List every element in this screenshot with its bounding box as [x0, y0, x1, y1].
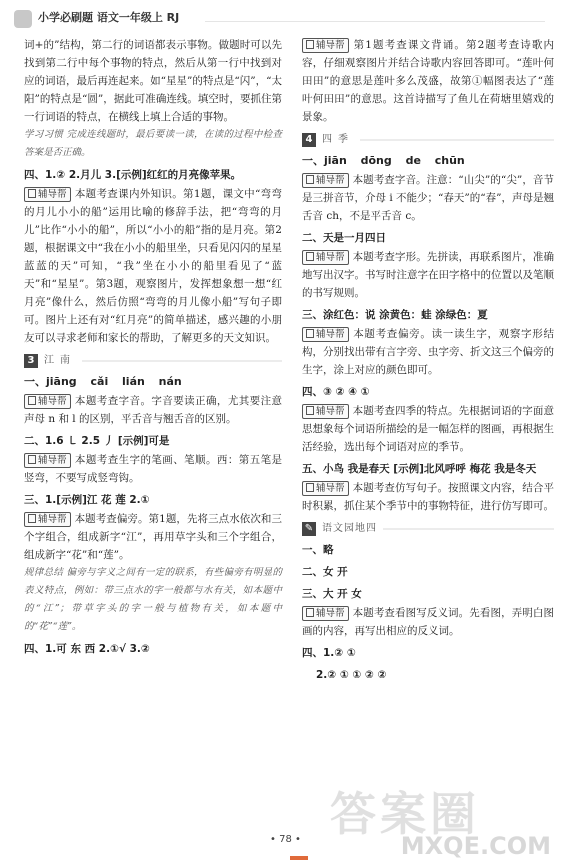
- q3-explanation: 本题考查偏旁。读一读生字，观察字形结构，分别找出带有言字旁、虫字旁、折文这三个偏旁的生字，涂上对应的颜色即可。: [302, 328, 554, 376]
- section-4-header: [302, 132, 554, 148]
- header-rule: [205, 21, 545, 22]
- book-icon: [28, 514, 36, 523]
- q1-explanation: 本题考查字音。字音要读正确，尤其要注意声母 n 和 l 的区别，平舌音与翘舌音的区别。: [24, 395, 282, 425]
- book-icon: [306, 608, 314, 617]
- yd-q4b-answer: 2.② ① ① ② ②: [316, 669, 387, 681]
- question-5-answer: 五、小鸟 我是春天 [示例]北风呼呼 梅花 我是冬天: [302, 463, 537, 475]
- poem-explanation: 第1题考查课文背诵。第2题考查诗歌内容，仔细观察图片并结合诗歌内容回答即可。“莲叶何田田”的意思是莲叶多么茂盛，故第①幅图表达了“莲叶何田田”的意思。这首诗描写了鱼儿在荷塘里嬉戏的景象。: [302, 39, 554, 123]
- tutor-tag: 辅导帮: [302, 250, 349, 265]
- section-number: 3: [24, 354, 38, 368]
- section-name: 语文园地四: [322, 523, 377, 534]
- q4-explanation: 本题考查四季的特点。先根据词语的字面意思想象每个词语所描绘的是一幅怎样的图画，再根据生活经验，选出每个词语对应的季节。: [302, 405, 554, 453]
- watermark-logo: 答案圈: [330, 787, 480, 841]
- tutor-tag: 辅导帮: [302, 404, 349, 419]
- right-column: [302, 36, 554, 685]
- book-icon: [28, 396, 36, 405]
- book-title: 小学必刷题 语文一年级上 RJ: [38, 11, 180, 24]
- tutor-tag: 辅导帮: [24, 512, 71, 527]
- question-4-answer: 四、1.② 2.月儿 3.[示例]红红的月亮像苹果。: [24, 169, 242, 181]
- pencil-icon: ✎: [302, 522, 316, 536]
- question-2-answer: 二、1.6 ㇄ 2.5 丿 [示例]可是: [24, 435, 170, 447]
- q2-explanation: 本题考查字形。先拼读，再联系图片，准确地写出汉字。书写时注意字在田字格中的位置以及笔顺的书写规则。: [302, 251, 554, 299]
- q1-pinyin: 一、jiāng cǎi lián nán: [24, 375, 182, 388]
- book-icon: [28, 455, 36, 464]
- book-icon: [306, 40, 314, 49]
- section-yuwenyuandi-header: [302, 521, 554, 537]
- question-4-answer: 四、③ ② ④ ①: [302, 386, 370, 398]
- intro-paragraph: 词+的”结构，第二行的词语都表示事物。做题时可以先找到第二行中每个事物的特点，然后从第一行中找到对应的词语，最后再连起来。如“星星”的特点是“闪”，“太阳”的特点是“圆”，据此可准确连线。填空时，要抓住第一行词语的特点，在横线上填上合适的事物。: [24, 39, 282, 123]
- book-icon: [306, 252, 314, 261]
- yd-q2-answer: 二、女 开: [302, 566, 348, 578]
- yd-q1-answer: 一、略: [302, 544, 334, 556]
- tutor-tag: 辅导帮: [302, 38, 349, 53]
- q5-explanation: 本题考查仿写句子。按照课文内容，结合平时积累，抓住某个季节中的事物特征，进行仿写即可。: [302, 482, 554, 512]
- section-name: 江南: [44, 355, 76, 366]
- left-column: [24, 36, 282, 659]
- tutor-tag: 辅导帮: [24, 187, 71, 202]
- book-icon: [28, 189, 36, 198]
- rule-summary-tip: 规律总结 偏旁与字义之间有一定的联系，有些偏旁有明显的表义特点，例如：带三点水的字一般都与水有关，如本题中的“江”；带草字头的字一般与植物有关，如本题中的“花”“莲”。: [24, 567, 282, 632]
- tutor-tag: 辅导帮: [24, 394, 71, 409]
- question-4b-answer: 四、1.可 东 西 2.①√ 3.②: [24, 643, 150, 655]
- yd-q4-answer: 四、1.② ①: [302, 647, 356, 659]
- section-rule: [360, 139, 554, 141]
- q1-explanation: 本题考查字音。注意：“山尖”的“尖”，音节是三拼音节，介母 i 不能少；“春天”的“春”，声母是翘舌音 ch，不是平舌音 c。: [302, 174, 555, 222]
- book-icon: [306, 175, 314, 184]
- page-number: • 78 •: [270, 834, 301, 845]
- question-3-answer: 三、涂红色：说 涂黄色：蛙 涂绿色：夏: [302, 309, 488, 321]
- book-icon: [306, 483, 314, 492]
- book-icon: [306, 329, 314, 338]
- q1-pinyin: 一、jiān dōng de chūn: [302, 154, 465, 167]
- watermark: [330, 776, 555, 860]
- section-name: 四季: [322, 134, 354, 145]
- section-number: 4: [302, 133, 316, 147]
- study-habit-tip: 学习习惯 完成连线题时，最后要读一读，在读的过程中检查答案是否正确。: [24, 129, 282, 158]
- section-rule: [383, 528, 554, 530]
- q4-explanation: 本题考查课内外知识。第1题，课文中“弯弯的月儿小小的船”运用比喻的修辞手法，把“弯弯的月儿”比作“小小的船”，所以“小小的船”指的是月亮。第2题，根据课文中“我在小小的船里坐，只看见闪闪的星星蓝蓝的天”可知，“我”坐在小小的船里看见了“蓝天”和“星星”。第3题，观察图片，发挥想象想一想“红月亮”像什么，然后仿照“弯弯的月儿像小船”写句子即可。图片上还有对“红月亮”的简单描述，感兴趣的小朋友可以寻求老师和家长的帮助，了解更多的天文知识。: [24, 188, 282, 344]
- tutor-tag: 辅导帮: [24, 453, 71, 468]
- section-rule: [82, 360, 282, 362]
- section-3-header: [24, 353, 282, 369]
- question-3-answer: 三、1.[示例]江 花 莲 2.①: [24, 494, 150, 506]
- tutor-tag: 辅导帮: [302, 481, 349, 496]
- page-edge-mark: [290, 856, 308, 860]
- book-icon: [306, 406, 314, 415]
- tutor-tag: 辅导帮: [302, 173, 349, 188]
- watermark-url: MXQE.COM: [400, 832, 551, 860]
- q2-explanation: 本题考查生字的笔画、笔顺。西：第五笔是竖弯，不要写成竖弯钩。: [24, 454, 282, 484]
- tutor-tag: 辅导帮: [302, 606, 349, 621]
- tutor-tag: 辅导帮: [302, 327, 349, 342]
- yd-q3-explanation: 本题考查看图写反义词。先看图，弄明白图画的内容，再写出相应的反义词。: [302, 607, 554, 637]
- question-2-answer: 二、天是一月四日: [302, 232, 386, 244]
- book-logo-icon: [14, 10, 32, 28]
- yd-q3-answer: 三、大 开 女: [302, 588, 362, 600]
- q3-explanation: 本题考查偏旁。第1题，先将三点水依次和三个字组合，组成新字“江”，再用草字头和三个字组合，组成新字“花”和“莲”。: [24, 513, 282, 561]
